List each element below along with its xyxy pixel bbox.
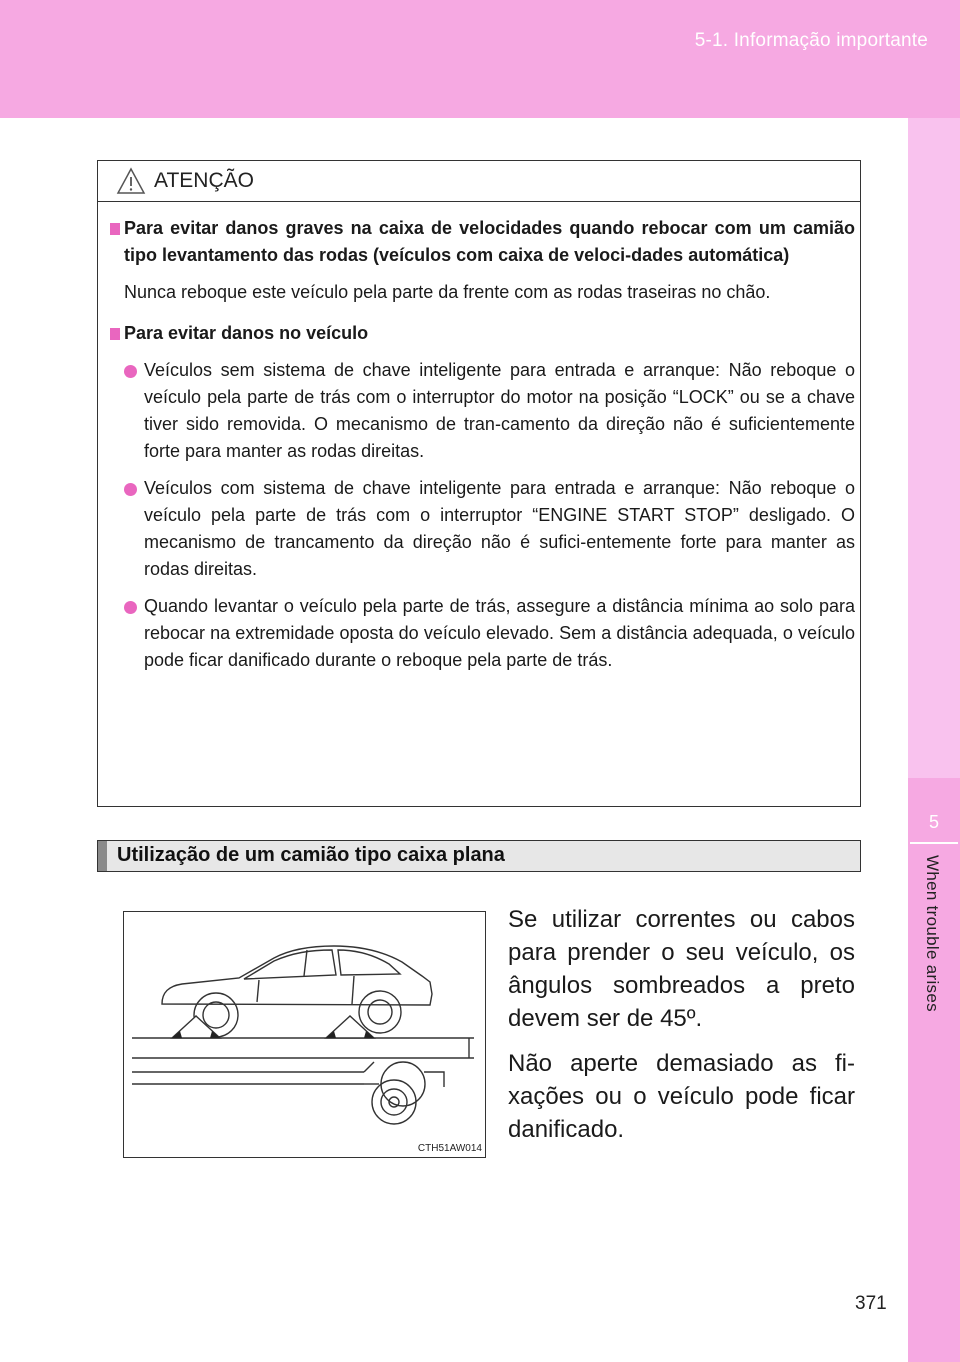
header-band: [0, 0, 960, 118]
warning-triangle-icon: [116, 167, 146, 195]
side-divider: [910, 842, 958, 844]
square-bullet-icon: [110, 223, 120, 235]
circle-bullet-icon: [124, 365, 137, 378]
chapter-number: 5: [928, 812, 939, 832]
warning-section-heading: Para evitar danos no veículo: [110, 320, 855, 347]
warning-section-heading: Para evitar danos graves na caixa de velocidades quando rebocar com um camião tipo levantamento das rodas (veículos com caixa de veloci-dades automática): [110, 215, 855, 269]
section-accent: [98, 841, 107, 871]
chapter-label: When trouble arises: [923, 855, 942, 1012]
car-on-flatbed-drawing: [124, 912, 485, 1157]
circle-bullet-icon: [124, 601, 137, 614]
warning-header: [98, 161, 860, 202]
section-header: 5-1. Informação importante: [694, 30, 928, 51]
body-text: [508, 903, 855, 1158]
body-paragraph: Se utilizar correntes ou cabos para prender o seu veículo, os ângulos sombreados a preto devem ser de 45º.: [508, 906, 855, 1032]
flatbed-truck-illustration: [123, 911, 486, 1158]
figure-code: CTH51AW014: [417, 1143, 482, 1154]
body-paragraph: Não aperte demasiado as fi-xações ou o veículo pode ficar danificado.: [508, 1050, 855, 1143]
section-title: Utilização de um camião tipo caixa plana: [117, 844, 505, 866]
warning-bullet: Quando levantar o veículo pela parte de trás, assegure a distância mínima ao solo para rebocar na extremidade oposta do veículo elevado. Sem a distância adequada, o veículo pode ficar danificado durante o reboque pela parte de trás.: [110, 593, 855, 674]
warning-paragraph: Nunca reboque este veículo pela parte da frente com as rodas traseiras no chão.: [124, 282, 771, 302]
warning-bullet: Veículos sem sistema de chave inteligente para entrada e arranque: Não reboque o veículo pela parte de trás com o interruptor do motor na posição “LOCK” ou se a chave tiver sido removida. O mecanismo de tran-camento da direção não é suficientemente forte para manter as rodas direitas.: [110, 357, 855, 465]
warning-body: [110, 215, 855, 674]
section-title-bar: [97, 840, 861, 872]
warning-bullet: Veículos com sistema de chave inteligente para entrada e arranque: Não reboque o veículo pela parte de trás com o interruptor “ENGINE START STOP” desligado. O mecanismo de trancamento da direção não é sufici-entemente forte para manter as rodas direitas.: [110, 475, 855, 583]
circle-bullet-icon: [124, 483, 137, 496]
warning-title: ATENÇÃO: [154, 169, 254, 192]
square-bullet-icon: [110, 328, 120, 340]
warning-box: [97, 160, 861, 807]
page-number: 371: [855, 1293, 887, 1314]
